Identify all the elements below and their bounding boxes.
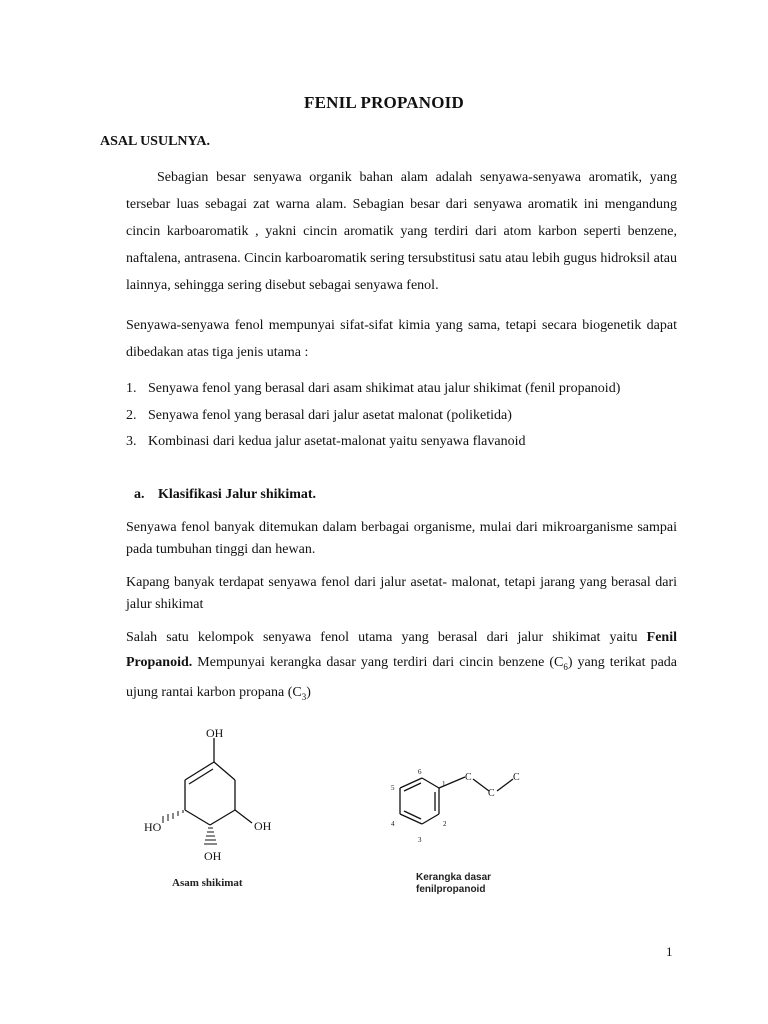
hashed-wedge-bottom <box>204 828 217 844</box>
sub-heading <box>134 487 316 503</box>
paragraph-intro: Sebagian besar senyawa organik bahan alam adalah senyawa-senyawa aromatik, yang tersebar luas sebagai zat warna alam. Sebagian besar dari senyawa aromatik ini mengandung cincin karboaromatik , yakni cincin aromatik yang terdiri dari atom karbon seperti benzene, naftalena, antrasena. Cincin karboaromatik sering tersubstitusi satu atau lebih gugus hidroksil atau lainnya, sehingga sering disebut sebagai senyawa fenol. <box>126 170 677 293</box>
bond <box>235 810 252 823</box>
list-item <box>126 429 686 456</box>
bond <box>473 779 489 791</box>
bond <box>422 814 439 824</box>
paragraph-organisms: Senyawa fenol banyak ditemukan dalam berbagai organisme, mulai dari mikroarganisme sampai pada tumbuhan tinggi dan hewan. <box>126 520 677 557</box>
list-number: 2. <box>126 407 137 423</box>
carbon-label: C <box>488 788 495 799</box>
phenylpropanoid-skeleton <box>385 764 535 848</box>
shikimic-acid-structure <box>130 722 300 872</box>
caption-line: fenilpropanoid <box>416 884 486 895</box>
bond <box>210 810 235 825</box>
list-text: Senyawa fenol yang berasal dari asam shikimat atau jalur shikimat (fenil propanoid) <box>148 381 621 396</box>
carbon-label: C <box>513 772 520 783</box>
atom-number: 4 <box>391 820 395 828</box>
bond <box>400 814 422 824</box>
section-heading: ASAL USULNYA. <box>100 134 210 149</box>
sub-heading-letter: a. <box>134 487 145 502</box>
oh-label-top: OH <box>206 726 224 740</box>
list-text: Senyawa fenol yang berasal dari jalur asetat malonat (poliketida) <box>148 407 512 423</box>
bond <box>497 779 513 791</box>
carbon-label: C <box>465 772 472 783</box>
bond <box>214 762 235 780</box>
text-run: ) <box>306 684 311 700</box>
atom-number: 3 <box>418 836 422 844</box>
atom-number: 6 <box>418 768 422 776</box>
bold-term: Fenil Propanoid. <box>126 630 677 670</box>
ho-label-left: HO <box>144 820 162 834</box>
double-bond <box>189 769 213 784</box>
bond <box>400 778 422 788</box>
atom-number: 2 <box>443 820 447 828</box>
page-number: 1 <box>666 944 673 959</box>
sub-heading-text: Klasifikasi Jalur shikimat. <box>158 487 317 502</box>
subscript: 6 <box>563 661 568 672</box>
subscript: 3 <box>301 691 307 702</box>
phenylpropanoid-caption <box>416 872 491 896</box>
caption-line: Kerangka dasar <box>416 872 492 883</box>
list-item <box>126 376 686 403</box>
page-title: FENIL PROPANOID <box>304 93 464 112</box>
atom-number: 5 <box>391 784 395 792</box>
text-run: Mempunyai kerangka dasar yang terdiri dari cincin benzene (C <box>192 655 564 670</box>
list-text: Kombinasi dari kedua jalur asetat-malonat yaitu senyawa flavanoid <box>148 434 526 449</box>
bond <box>422 778 439 788</box>
oh-label-right: OH <box>254 819 272 833</box>
phenol-types-list <box>126 376 686 456</box>
paragraph-fenil-propanoid <box>126 625 677 710</box>
atom-number: 1 <box>442 780 446 788</box>
hashed-wedge-left <box>163 810 183 823</box>
list-number: 3. <box>126 434 137 449</box>
text-run: Salah satu kelompok senyawa fenol utama yang berasal dari jalur shikimat yaitu <box>126 630 647 645</box>
list-item <box>126 403 686 430</box>
oh-label-bottom: OH <box>204 849 222 863</box>
paragraph-kapang: Kapang banyak terdapat senyawa fenol dari jalur asetat- malonat, tetapi jarang yang berasal dari jalur shikimat <box>126 575 677 612</box>
bond <box>185 810 210 825</box>
shikimic-caption: Asam shikimat <box>172 877 243 889</box>
double-bond <box>404 783 421 791</box>
paragraph-phenol-types: Senyawa-senyawa fenol mempunyai sifat-sifat kimia yang sama, tetapi secara biogenetik dapat dibedakan atas tiga jenis utama : <box>126 318 677 360</box>
double-bond <box>404 811 421 819</box>
list-number: 1. <box>126 381 137 396</box>
text-run: ) yang terikat pada ujung rantai karbon propana (C <box>126 655 677 700</box>
